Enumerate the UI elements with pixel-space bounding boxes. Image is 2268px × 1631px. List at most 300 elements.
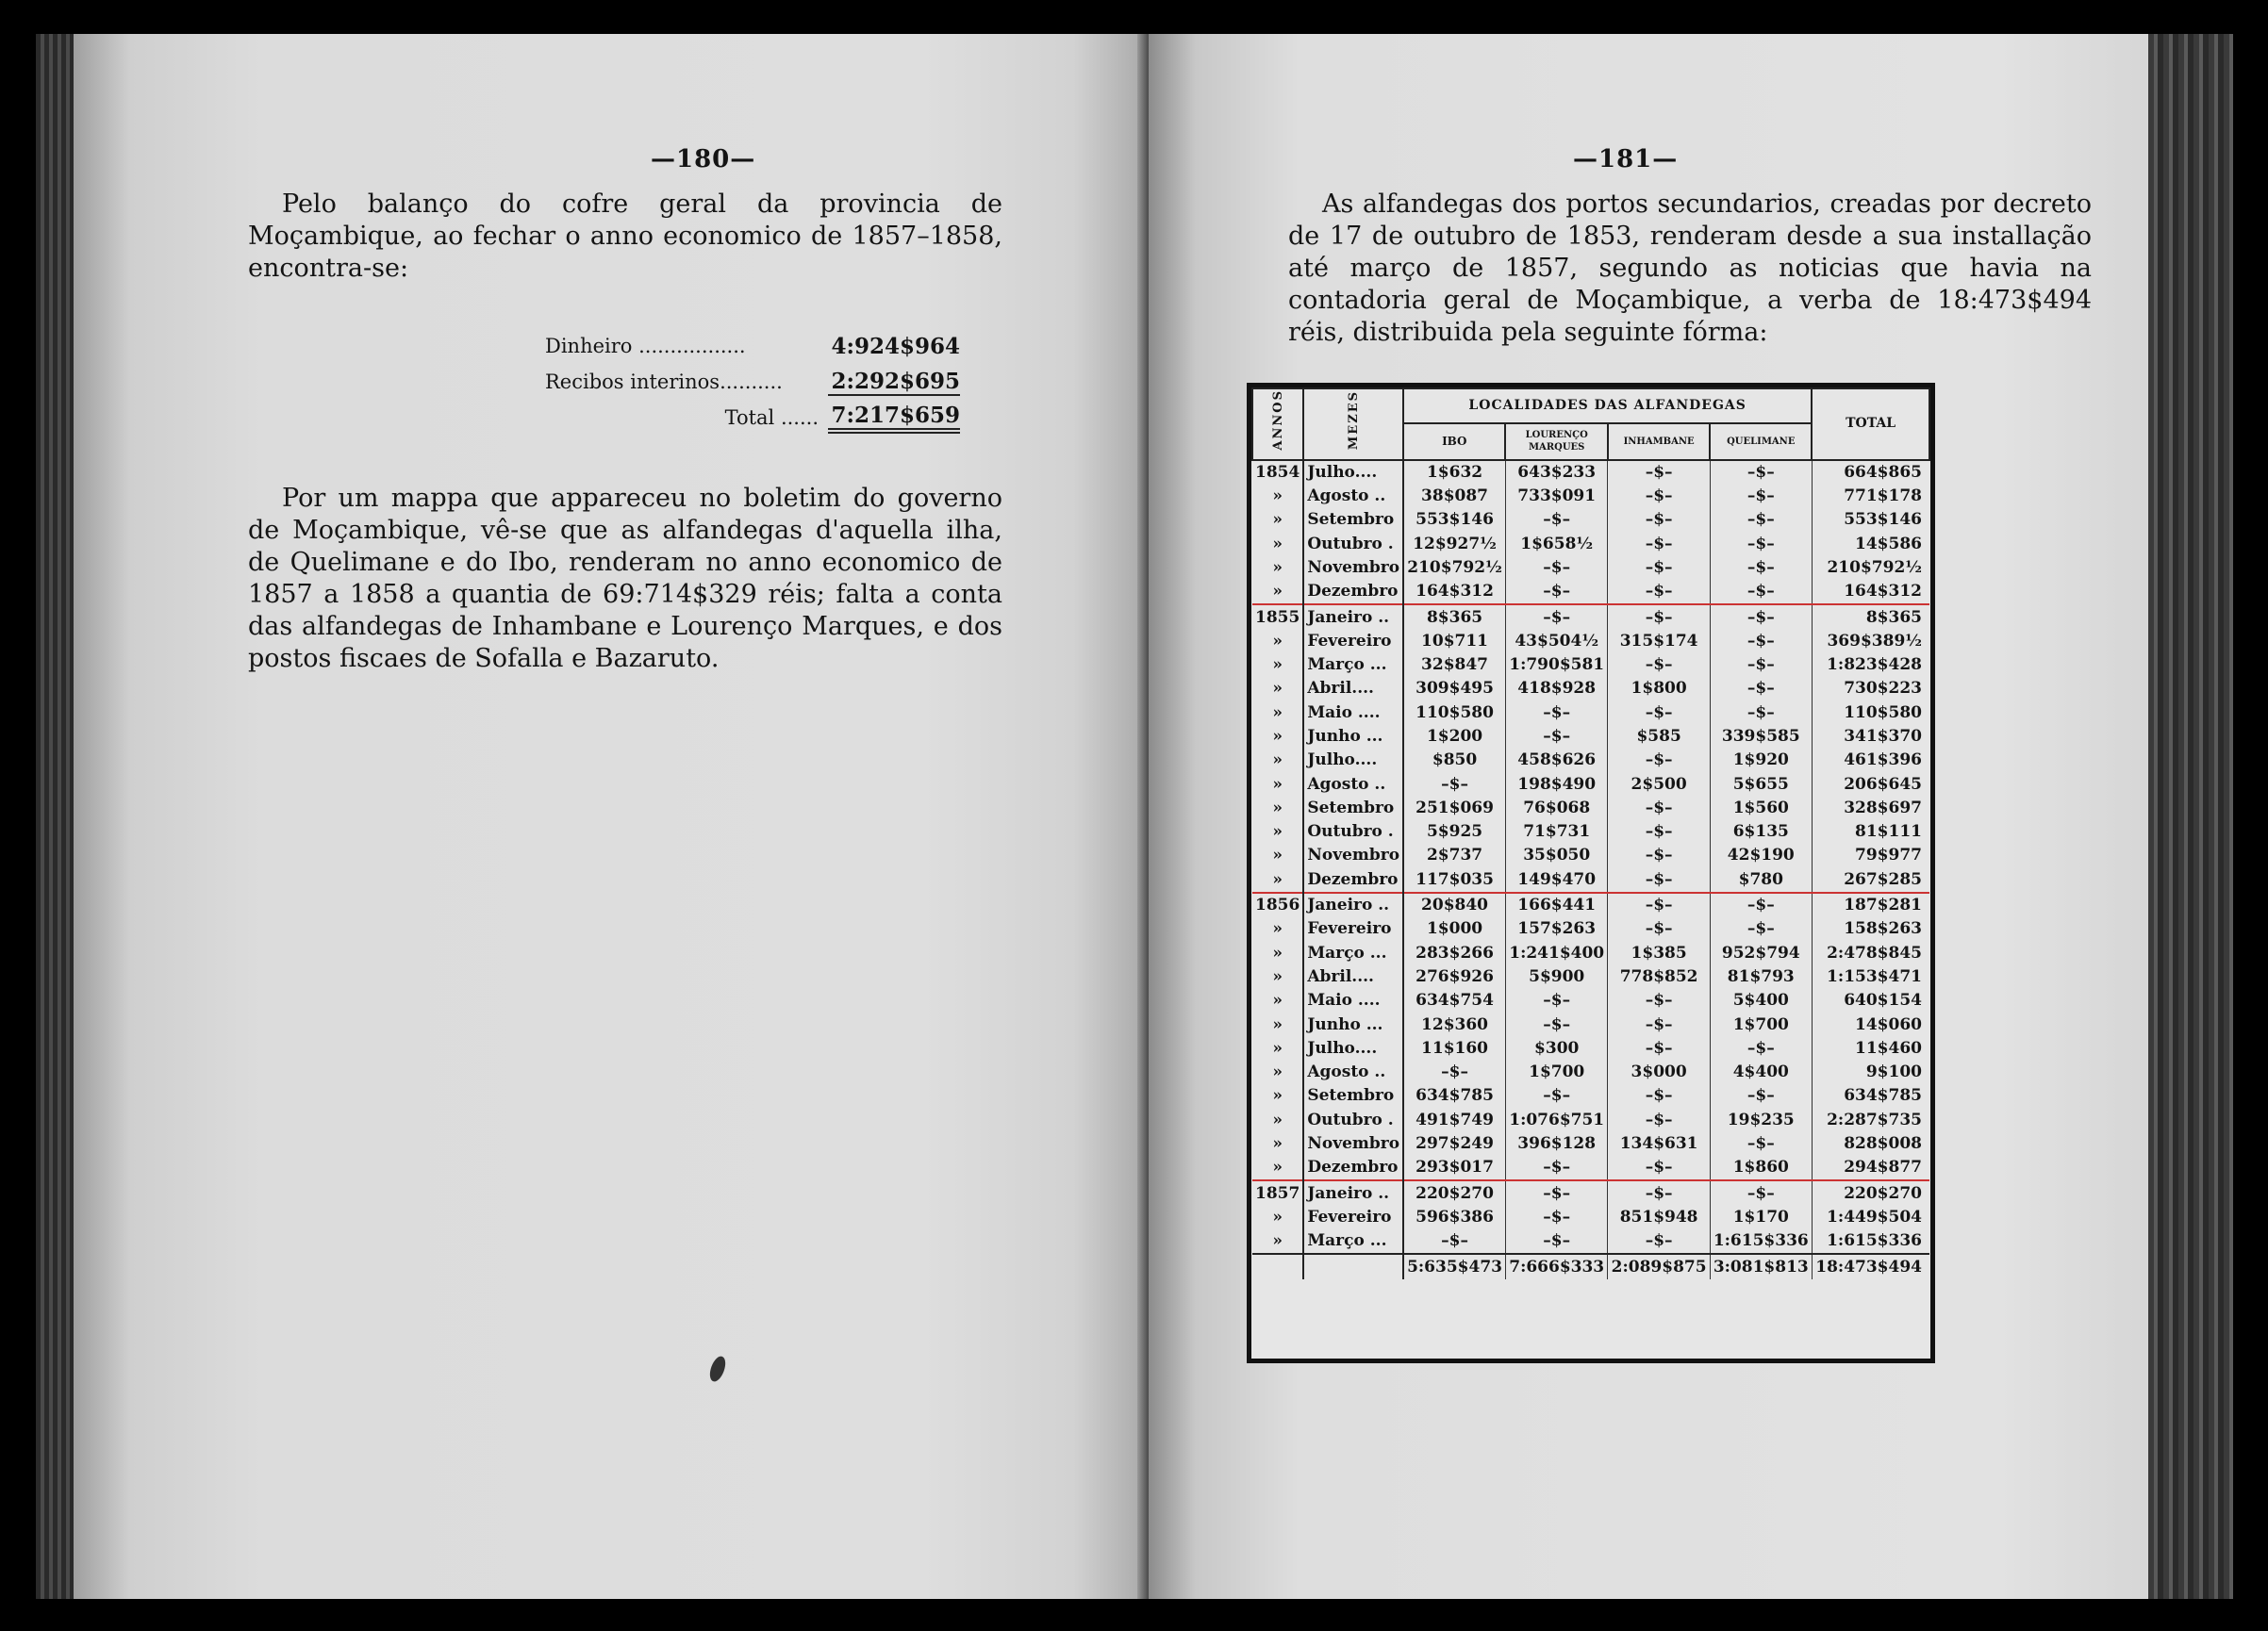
cell-quelimane: –$– <box>1710 677 1812 700</box>
cell-year: » <box>1252 508 1303 532</box>
cell-month: Dezembro <box>1303 1156 1403 1180</box>
cell-total: 341$370 <box>1844 726 1922 746</box>
cell-lourenco-marques: –$– <box>1505 1013 1607 1036</box>
cell-inhambane: –$– <box>1608 604 1710 629</box>
cell-lourenco-marques: 1:241$400 <box>1505 942 1607 965</box>
cell-inhambane: –$– <box>1608 1084 1710 1108</box>
cell-lourenco-marques: 643$233 <box>1505 460 1607 485</box>
table-row <box>1252 653 1929 677</box>
cell-lourenco-marques: 396$128 <box>1505 1132 1607 1156</box>
cell-total: 828$008 <box>1844 1134 1922 1154</box>
cell-month: Abril.... <box>1303 677 1403 700</box>
cell-ibo: 2$737 <box>1403 844 1505 867</box>
cell-year: 1854 <box>1252 460 1303 485</box>
right-intro-paragraph <box>1288 189 2092 349</box>
right-page-edge <box>2148 34 2233 1599</box>
cell-total: 771$178 <box>1844 486 1922 506</box>
table-row <box>1252 1180 1929 1205</box>
ledger-label: Dinheiro ................. <box>545 335 746 357</box>
table-totals-row <box>1252 1254 1929 1278</box>
cell-ibo: 11$160 <box>1403 1037 1505 1061</box>
cell-lourenco-marques: –$– <box>1505 1180 1607 1205</box>
cell-month: Novembro <box>1303 844 1403 867</box>
cell-month: Outubro . <box>1303 1109 1403 1132</box>
cell-year: » <box>1252 630 1303 653</box>
left-page <box>74 34 1149 1599</box>
cell-inhambane: –$– <box>1608 485 1710 508</box>
cell-total: 2:287$735 <box>1827 1110 1922 1129</box>
cell-month: Abril.... <box>1303 965 1403 989</box>
cell-year: » <box>1252 1061 1303 1084</box>
table-row <box>1252 1156 1929 1180</box>
cell-lourenco-marques: 166$441 <box>1505 893 1607 917</box>
cell-quelimane: –$– <box>1710 893 1812 917</box>
ledger-label: Total ...... <box>724 406 819 429</box>
cell-year: » <box>1252 749 1303 772</box>
cell-quelimane: –$– <box>1710 1180 1812 1205</box>
table-row <box>1252 630 1929 653</box>
cell-total: 294$877 <box>1844 1158 1922 1178</box>
cell-inhambane: –$– <box>1608 556 1710 580</box>
cell-total: 1:449$504 <box>1827 1207 1922 1227</box>
cell-ibo: 210$792½ <box>1403 556 1505 580</box>
cell-month: Junho ... <box>1303 725 1403 749</box>
cell-total: 220$270 <box>1812 1180 1929 1205</box>
cell-lourenco-marques: –$– <box>1505 989 1607 1013</box>
cell-inhambane: –$– <box>1608 749 1710 772</box>
cell-year: » <box>1252 989 1303 1013</box>
cell-quelimane: $780 <box>1710 868 1812 893</box>
cell-lourenco-marques: 157$263 <box>1505 917 1607 941</box>
cell-inhambane: –$– <box>1608 580 1710 604</box>
cell-month: Setembro <box>1303 797 1403 820</box>
cell-year: » <box>1252 965 1303 989</box>
cell-total: 1:823$428 <box>1827 655 1922 675</box>
header-annos: ANNOS <box>1252 388 1303 460</box>
cell-ibo: 596$386 <box>1403 1206 1505 1229</box>
cell-lourenco-marques: $300 <box>1505 1037 1607 1061</box>
ledger-row <box>545 328 960 364</box>
header-total: TOTAL <box>1812 388 1929 460</box>
cell-month: Junho ... <box>1303 1013 1403 1036</box>
cell-quelimane: 1$700 <box>1710 1013 1812 1036</box>
cell-month: Fevereiro <box>1303 630 1403 653</box>
table-row <box>1252 1229 1929 1254</box>
cell-year: » <box>1252 797 1303 820</box>
cell-month: Julho.... <box>1303 460 1403 485</box>
cell-ibo: 491$749 <box>1403 1109 1505 1132</box>
cell-month: Dezembro <box>1303 868 1403 893</box>
cell-ibo: 634$754 <box>1403 989 1505 1013</box>
cell-lourenco-marques: –$– <box>1505 1229 1607 1254</box>
cell-quelimane: –$– <box>1710 1132 1812 1156</box>
cell-inhambane: –$– <box>1608 868 1710 893</box>
cell-total: 81$111 <box>1855 822 1922 842</box>
cell-year: » <box>1252 653 1303 677</box>
cell-total: 730$223 <box>1844 679 1922 699</box>
cell-month: Janeiro .. <box>1303 1180 1403 1205</box>
cell-ibo: 12$360 <box>1403 1013 1505 1036</box>
ledger-value: 2:292$695 <box>828 369 960 396</box>
cell-year: » <box>1252 1156 1303 1180</box>
cell-total: 461$396 <box>1844 750 1922 770</box>
cell-month: Julho.... <box>1303 1037 1403 1061</box>
cell-ibo: 1$200 <box>1403 725 1505 749</box>
header-inhambane: INHAMBANE <box>1608 423 1710 460</box>
table-row <box>1252 485 1929 508</box>
ledger-label: Recibos interinos.......... <box>545 371 783 393</box>
table-row <box>1252 1013 1929 1036</box>
cell-quelimane: –$– <box>1710 1084 1812 1108</box>
cell-quelimane: 1$170 <box>1710 1206 1812 1229</box>
cell-year: » <box>1252 1013 1303 1036</box>
left-intro-text: Pelo balanço do cofre geral da provincia de Moçambique, ao fechar o anno economico de 1857–1858, encontra-se: <box>248 189 1002 283</box>
cell-total: 369$389½ <box>1827 631 1922 651</box>
cell-month: Março ... <box>1303 1229 1403 1254</box>
header-localidades: LOCALIDADES DAS ALFANDEGAS <box>1403 388 1812 423</box>
cell-lourenco-marques: 418$928 <box>1505 677 1607 700</box>
cell-year: » <box>1252 532 1303 555</box>
cell-quelimane: 6$135 <box>1710 820 1812 844</box>
cell-year: » <box>1252 1229 1303 1254</box>
cell-year: » <box>1252 725 1303 749</box>
cell-total: 328$697 <box>1844 798 1922 817</box>
cell-total: 8$365 <box>1812 604 1929 629</box>
page-number-left: —180— <box>651 145 756 173</box>
cell-inhambane: –$– <box>1608 893 1710 917</box>
cell-month: Maio .... <box>1303 989 1403 1013</box>
cell-total: 267$285 <box>1844 869 1922 889</box>
ledger-row-total <box>545 400 960 436</box>
cell-year: » <box>1252 1109 1303 1132</box>
cell-month: Fevereiro <box>1303 917 1403 941</box>
cell-month: Janeiro .. <box>1303 604 1403 629</box>
cell-lourenco-marques: –$– <box>1505 508 1607 532</box>
cell-inhambane: 2$500 <box>1608 772 1710 796</box>
cell-year <box>1252 1254 1303 1278</box>
table-row <box>1252 701 1929 725</box>
grand-total: 18:473$494 <box>1812 1254 1929 1278</box>
table-row <box>1252 1084 1929 1108</box>
cell-ibo: 32$847 <box>1403 653 1505 677</box>
cell-total: 79$977 <box>1855 846 1922 865</box>
cell-inhambane: –$– <box>1608 989 1710 1013</box>
cell-inhambane: –$– <box>1608 508 1710 532</box>
cell-inhambane: 1$800 <box>1608 677 1710 700</box>
cell-ibo: 20$840 <box>1403 893 1505 917</box>
cell-lourenco-marques: 733$091 <box>1505 485 1607 508</box>
cell-lourenco-marques: 5$900 <box>1505 965 1607 989</box>
cell-month: Agosto .. <box>1303 1061 1403 1084</box>
table-row <box>1252 1132 1929 1156</box>
table-row <box>1252 1037 1929 1061</box>
cell-ibo: 553$146 <box>1403 508 1505 532</box>
cell-lourenco-marques: –$– <box>1505 604 1607 629</box>
cell-inhambane: 3$000 <box>1608 1061 1710 1084</box>
table-row <box>1252 508 1929 532</box>
cell-inhambane: –$– <box>1608 1037 1710 1061</box>
cell-inhambane: –$– <box>1608 701 1710 725</box>
ledger-summary <box>545 328 960 436</box>
cell-inhambane: –$– <box>1608 1013 1710 1036</box>
ledger-row <box>545 364 960 400</box>
table-row <box>1252 917 1929 941</box>
cell-ibo: 110$580 <box>1403 701 1505 725</box>
cell-month: Outubro . <box>1303 820 1403 844</box>
cell-year: 1856 <box>1252 893 1303 917</box>
cell-month <box>1303 1254 1403 1278</box>
cell-quelimane: 81$793 <box>1710 965 1812 989</box>
cell-inhambane: 315$174 <box>1608 630 1710 653</box>
cell-total: 206$645 <box>1844 774 1922 794</box>
cell-year: » <box>1252 868 1303 893</box>
cell-quelimane: 4$400 <box>1710 1061 1812 1084</box>
cell-lourenco-marques: 1:790$581 <box>1505 653 1607 677</box>
cell-quelimane: –$– <box>1710 1037 1812 1061</box>
cell-year: » <box>1252 1206 1303 1229</box>
cell-total: 158$263 <box>1844 919 1922 939</box>
cell-inhambane: 134$631 <box>1608 1132 1710 1156</box>
cell-month: Maio .... <box>1303 701 1403 725</box>
cell-ibo: 251$069 <box>1403 797 1505 820</box>
cell-quelimane: 1:615$336 <box>1710 1229 1812 1254</box>
cell-year: » <box>1252 820 1303 844</box>
cell-ibo: 164$312 <box>1403 580 1505 604</box>
cell-inhambane: –$– <box>1608 917 1710 941</box>
cell-quelimane: 339$585 <box>1710 725 1812 749</box>
table-row <box>1252 893 1929 917</box>
cell-year: » <box>1252 772 1303 796</box>
cell-total: 14$586 <box>1855 534 1922 553</box>
cell-quelimane: –$– <box>1710 630 1812 653</box>
table-body <box>1252 460 1929 1279</box>
cell-month: Fevereiro <box>1303 1206 1403 1229</box>
cell-total: 1:153$471 <box>1827 966 1922 986</box>
cell-quelimane: 5$400 <box>1710 989 1812 1013</box>
cell-total: 11$460 <box>1855 1038 1922 1058</box>
cell-lourenco-marques: 1:076$751 <box>1505 1109 1607 1132</box>
cell-inhambane: –$– <box>1608 653 1710 677</box>
cell-total: 2:478$845 <box>1827 943 1922 963</box>
cell-ibo: –$– <box>1403 1061 1505 1084</box>
cell-quelimane: 19$235 <box>1710 1109 1812 1132</box>
cell-ibo: 220$270 <box>1403 1180 1505 1205</box>
cell-month: Março ... <box>1303 942 1403 965</box>
total-inhambane: 2:089$875 <box>1608 1254 1710 1278</box>
customs-revenue-table <box>1247 383 1935 1363</box>
cell-year: » <box>1252 1084 1303 1108</box>
cell-month: Dezembro <box>1303 580 1403 604</box>
cell-month: Setembro <box>1303 508 1403 532</box>
cell-ibo: 293$017 <box>1403 1156 1505 1180</box>
cell-ibo: 10$711 <box>1403 630 1505 653</box>
cell-ibo: 283$266 <box>1403 942 1505 965</box>
cell-quelimane: –$– <box>1710 701 1812 725</box>
header-lourenco-marques: LOURENÇO MARQUES <box>1505 423 1607 460</box>
cell-ibo: 634$785 <box>1403 1084 1505 1108</box>
ledger-value: 4:924$964 <box>831 333 960 359</box>
cell-year: » <box>1252 677 1303 700</box>
header-ibo: IBO <box>1403 423 1505 460</box>
cell-year: » <box>1252 485 1303 508</box>
table-row <box>1252 868 1929 893</box>
cell-inhambane: 851$948 <box>1608 1206 1710 1229</box>
table-row <box>1252 604 1929 629</box>
cell-lourenco-marques: 149$470 <box>1505 868 1607 893</box>
left-page-edge <box>36 34 74 1599</box>
table-row <box>1252 772 1929 796</box>
cell-total: 164$312 <box>1844 582 1922 601</box>
cell-lourenco-marques: 43$504½ <box>1505 630 1607 653</box>
cell-month: Março ... <box>1303 653 1403 677</box>
cell-total: 110$580 <box>1844 702 1922 722</box>
table-row <box>1252 725 1929 749</box>
cell-month: Julho.... <box>1303 749 1403 772</box>
cell-total: 640$154 <box>1844 991 1922 1011</box>
table-header-row <box>1252 388 1929 423</box>
cell-ibo: 1$632 <box>1403 460 1505 485</box>
right-intro-text: As alfandegas dos portos secundarios, creadas por decreto de 17 de outubro de 1853, renderam desde a sua installação até março de 1857, segundo as noticias que havia na contadoria geral de Moçambique, a verba de 18:473$494 réis, distribuida pela seguinte fórma: <box>1288 189 2092 347</box>
cell-lourenco-marques: –$– <box>1505 556 1607 580</box>
cell-ibo: –$– <box>1403 1229 1505 1254</box>
cell-month: Janeiro .. <box>1303 893 1403 917</box>
cell-lourenco-marques: 35$050 <box>1505 844 1607 867</box>
table-row <box>1252 965 1929 989</box>
cell-quelimane: 1$860 <box>1710 1156 1812 1180</box>
cell-inhambane: –$– <box>1608 1229 1710 1254</box>
cell-year: » <box>1252 1132 1303 1156</box>
cell-quelimane: –$– <box>1710 460 1812 485</box>
table-row <box>1252 677 1929 700</box>
cell-inhambane: –$– <box>1608 1180 1710 1205</box>
cell-lourenco-marques: –$– <box>1505 1156 1607 1180</box>
left-intro-paragraph <box>248 189 1002 285</box>
cell-month: Agosto .. <box>1303 772 1403 796</box>
cell-lourenco-marques: –$– <box>1505 725 1607 749</box>
table-row <box>1252 989 1929 1013</box>
left-body-text: Por um mappa que appareceu no boletim do governo de Moçambique, vê-se que as alfandegas d'aquella ilha, de Quelimane e do Ibo, renderam no anno economico de 1857 a 1858 a quantia de 69:714$329 réis; falta a conta das alfandegas de Inhambane e Lourenço Marques, e dos postos fiscaes de Sofalla e Bazaruto. <box>248 484 1002 673</box>
cell-lourenco-marques: –$– <box>1505 701 1607 725</box>
cell-year: » <box>1252 701 1303 725</box>
cell-lourenco-marques: –$– <box>1505 1084 1607 1108</box>
cell-total: 14$060 <box>1855 1014 1922 1034</box>
table-row <box>1252 532 1929 555</box>
cell-ibo: 1$000 <box>1403 917 1505 941</box>
cell-quelimane: 952$794 <box>1710 942 1812 965</box>
cell-ibo: 276$926 <box>1403 965 1505 989</box>
total-quelimane: 3:081$813 <box>1710 1254 1812 1278</box>
cell-quelimane: –$– <box>1710 653 1812 677</box>
table-row <box>1252 556 1929 580</box>
cell-lourenco-marques: –$– <box>1505 1206 1607 1229</box>
table-row <box>1252 797 1929 820</box>
cell-inhambane: 1$385 <box>1608 942 1710 965</box>
header-quelimane: QUELIMANE <box>1710 423 1812 460</box>
cell-ibo: 117$035 <box>1403 868 1505 893</box>
cell-quelimane: –$– <box>1710 917 1812 941</box>
cell-total: 187$281 <box>1812 893 1929 917</box>
cell-lourenco-marques: 458$626 <box>1505 749 1607 772</box>
cell-year: 1855 <box>1252 604 1303 629</box>
table-row <box>1252 1061 1929 1084</box>
cell-total: 9$100 <box>1865 1063 1922 1082</box>
cell-quelimane: –$– <box>1710 485 1812 508</box>
cell-month: Agosto .. <box>1303 485 1403 508</box>
table-row <box>1252 1206 1929 1229</box>
page-number-right: —181— <box>1573 145 1679 173</box>
cell-lourenco-marques: –$– <box>1505 580 1607 604</box>
table-row <box>1252 460 1929 485</box>
cell-lourenco-marques: 76$068 <box>1505 797 1607 820</box>
cell-ibo: 5$925 <box>1403 820 1505 844</box>
cell-inhambane: –$– <box>1608 797 1710 820</box>
cell-ibo: 297$249 <box>1403 1132 1505 1156</box>
cell-inhambane: 778$852 <box>1608 965 1710 989</box>
cell-inhambane: –$– <box>1608 820 1710 844</box>
cell-ibo: –$– <box>1403 772 1505 796</box>
cell-ibo: 38$087 <box>1403 485 1505 508</box>
table-row <box>1252 1109 1929 1132</box>
cell-quelimane: 42$190 <box>1710 844 1812 867</box>
cell-quelimane: –$– <box>1710 580 1812 604</box>
ledger-value-total: 7:217$659 <box>828 403 960 434</box>
cell-quelimane: –$– <box>1710 556 1812 580</box>
cell-total: 664$865 <box>1844 462 1922 482</box>
cell-year: » <box>1252 844 1303 867</box>
cell-quelimane: 1$560 <box>1710 797 1812 820</box>
revenue-table <box>1251 387 1930 1279</box>
cell-year: » <box>1252 1037 1303 1061</box>
table-row <box>1252 820 1929 844</box>
cell-inhambane: –$– <box>1608 1156 1710 1180</box>
cell-inhambane: $585 <box>1608 725 1710 749</box>
cell-inhambane: –$– <box>1608 1109 1710 1132</box>
cell-year: » <box>1252 917 1303 941</box>
total-lourenco-marques: 7:666$333 <box>1505 1254 1607 1278</box>
cell-lourenco-marques: 1$700 <box>1505 1061 1607 1084</box>
cell-month: Novembro <box>1303 556 1403 580</box>
cell-quelimane: –$– <box>1710 532 1812 555</box>
cell-inhambane: –$– <box>1608 532 1710 555</box>
cell-quelimane: 1$920 <box>1710 749 1812 772</box>
cell-total: 553$146 <box>1844 510 1922 530</box>
cell-ibo: $850 <box>1403 749 1505 772</box>
cell-ibo: 12$927½ <box>1403 532 1505 555</box>
cell-month: Outubro . <box>1303 532 1403 555</box>
cell-ibo: 8$365 <box>1403 604 1505 629</box>
total-ibo: 5:635$473 <box>1403 1254 1505 1278</box>
cell-total: 1:615$336 <box>1827 1231 1922 1251</box>
cell-year: » <box>1252 556 1303 580</box>
ink-spot <box>707 1354 729 1383</box>
table-row <box>1252 580 1929 604</box>
table-row <box>1252 942 1929 965</box>
cell-quelimane: 5$655 <box>1710 772 1812 796</box>
left-body-paragraph <box>248 483 1002 675</box>
header-mezes: MEZES <box>1303 388 1403 460</box>
cell-year: » <box>1252 942 1303 965</box>
cell-month: Novembro <box>1303 1132 1403 1156</box>
table-row <box>1252 844 1929 867</box>
cell-year: 1857 <box>1252 1180 1303 1205</box>
cell-lourenco-marques: 71$731 <box>1505 820 1607 844</box>
cell-lourenco-marques: 198$490 <box>1505 772 1607 796</box>
cell-inhambane: –$– <box>1608 844 1710 867</box>
cell-month: Setembro <box>1303 1084 1403 1108</box>
cell-total: 634$785 <box>1844 1086 1922 1106</box>
cell-year: » <box>1252 580 1303 604</box>
cell-inhambane: –$– <box>1608 460 1710 485</box>
